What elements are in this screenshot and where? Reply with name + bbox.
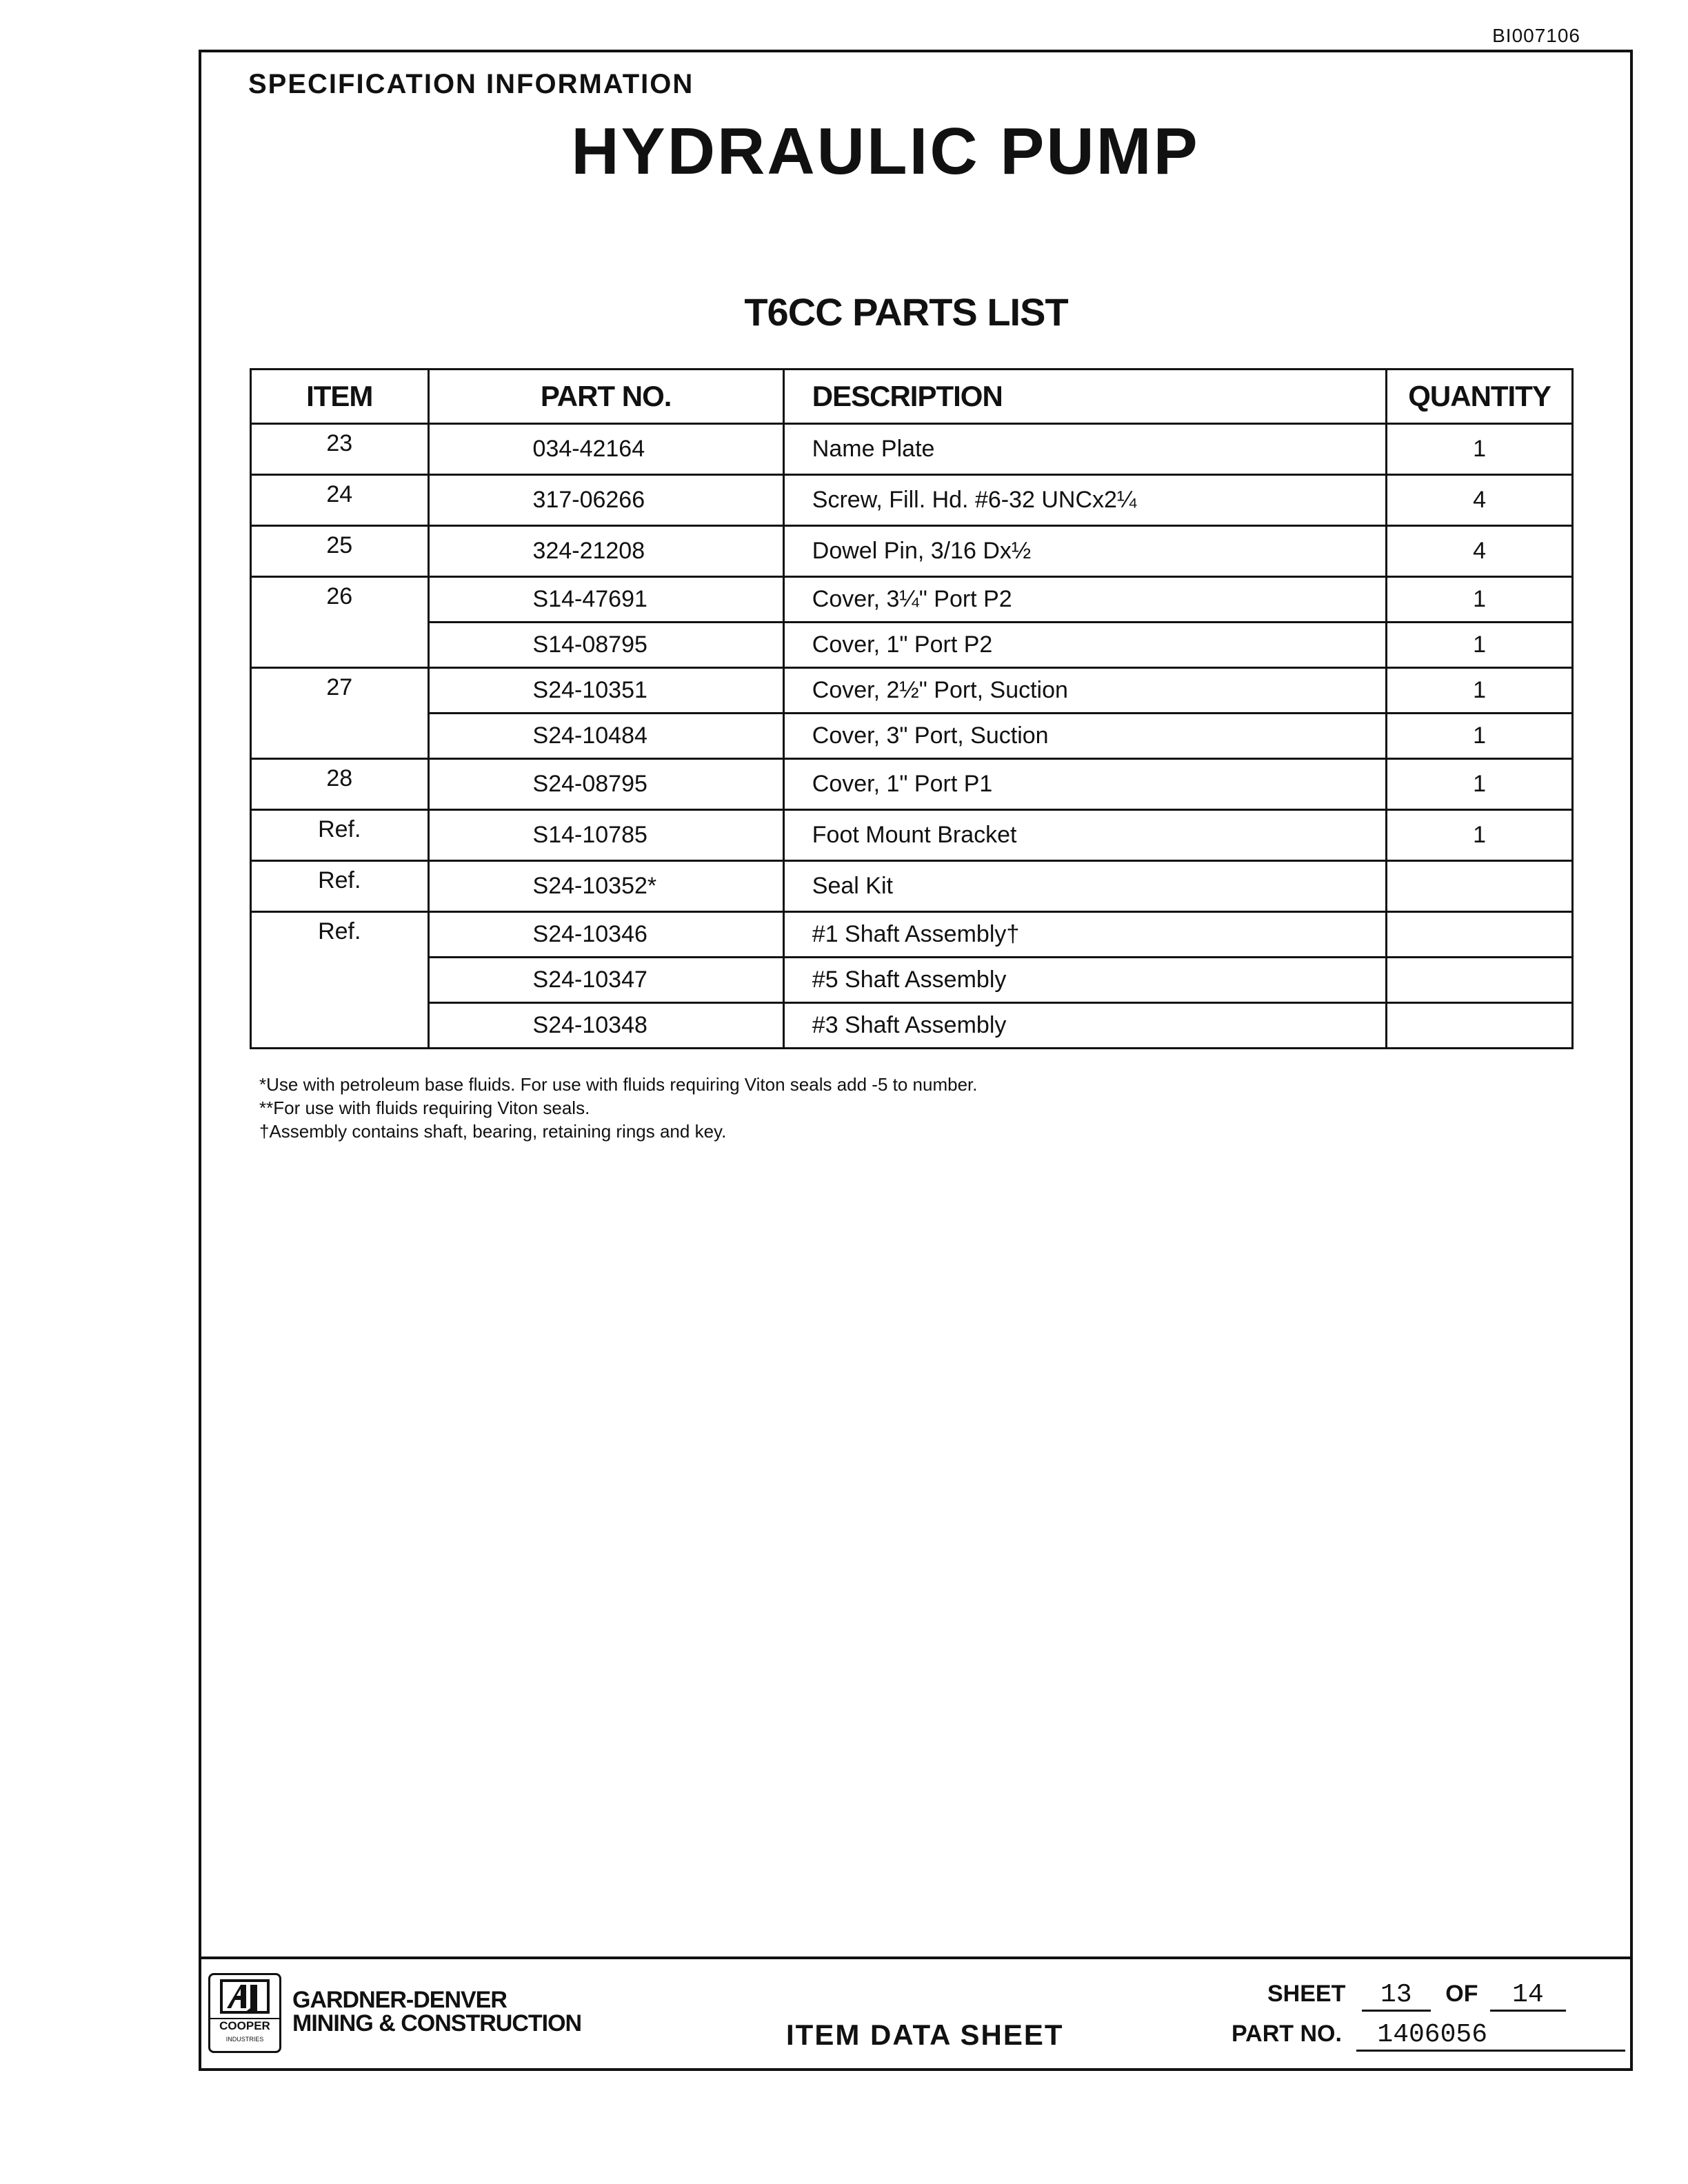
table-row — [251, 958, 1573, 1003]
sheet-type: ITEM DATA SHEET — [786, 2019, 1064, 2051]
cell-description: Seal Kit — [783, 861, 1386, 912]
cell-item: 26 — [251, 577, 429, 668]
cell-quantity: 1 — [1387, 668, 1573, 714]
part-number-value: 1406056 — [1356, 2020, 1625, 2052]
footnote-petroleum: *Use with petroleum base fluids. For use with fluids requiring Viton seals add -5 to number. — [259, 1074, 978, 1095]
cell-description: Cover, 1" Port P1 — [783, 759, 1386, 810]
table-row — [251, 714, 1573, 759]
cell-part-no: 324-21208 — [428, 526, 783, 577]
cell-part-no: 034-42164 — [428, 424, 783, 475]
column-header-part-no: PART NO. — [428, 370, 783, 424]
cell-description: Cover, 3¼" Port P2 — [783, 577, 1386, 623]
section-heading: SPECIFICATION INFORMATION — [248, 69, 694, 99]
cell-description: Dowel Pin, 3/16 Dx½ — [783, 526, 1386, 577]
cell-quantity: 4 — [1387, 475, 1573, 526]
cell-description: Name Plate — [783, 424, 1386, 475]
logo-subtext: INDUSTRIES — [225, 2036, 264, 2043]
page-frame — [199, 50, 1633, 2071]
cell-item: Ref. — [251, 810, 429, 861]
cooper-logo-icon — [220, 1979, 270, 2014]
table-row — [251, 759, 1573, 810]
table-row — [251, 623, 1573, 668]
cell-part-no: S24-08795 — [428, 759, 783, 810]
column-header-item: ITEM — [251, 370, 429, 424]
cell-part-no: S24-10352* — [428, 861, 783, 912]
footnote-assembly: †Assembly contains shaft, bearing, retaining rings and key. — [259, 1121, 727, 1142]
table-row — [251, 668, 1573, 714]
cell-item: Ref. — [251, 861, 429, 912]
table-row — [251, 577, 1573, 623]
cell-part-no: S24-10346 — [428, 912, 783, 958]
company-name — [292, 1988, 581, 2035]
cell-part-no: S24-10347 — [428, 958, 783, 1003]
parts-list-title: T6CC PARTS LIST — [744, 290, 1068, 334]
cell-description: Screw, Fill. Hd. #6-32 UNCx2¼ — [783, 475, 1386, 526]
part-number-label: PART NO. — [1232, 2021, 1342, 2047]
cell-quantity — [1387, 958, 1573, 1003]
table-row — [251, 424, 1573, 475]
table-header-row — [251, 370, 1573, 424]
cell-item: 25 — [251, 526, 429, 577]
cell-quantity: 4 — [1387, 526, 1573, 577]
sheet-label: SHEET — [1267, 1981, 1346, 2007]
cell-quantity — [1387, 861, 1573, 912]
cell-quantity: 1 — [1387, 714, 1573, 759]
cell-quantity: 1 — [1387, 577, 1573, 623]
cell-description: #1 Shaft Assembly† — [783, 912, 1386, 958]
cell-quantity — [1387, 1003, 1573, 1049]
cell-part-no: S24-10351 — [428, 668, 783, 714]
cell-description: Cover, 2½" Port, Suction — [783, 668, 1386, 714]
cell-description: #3 Shaft Assembly — [783, 1003, 1386, 1049]
cell-part-no: S14-47691 — [428, 577, 783, 623]
footnotes — [259, 1073, 978, 1143]
of-label: OF — [1445, 1981, 1478, 2007]
cell-part-no: S14-10785 — [428, 810, 783, 861]
cell-part-no: S14-08795 — [428, 623, 783, 668]
footer-divider — [199, 1957, 1633, 1959]
cell-item: 23 — [251, 424, 429, 475]
part-number-field — [1232, 2020, 1625, 2052]
table-row — [251, 1003, 1573, 1049]
cell-quantity: 1 — [1387, 623, 1573, 668]
sheet-total: 14 — [1490, 1980, 1566, 2012]
company-line-2: MINING & CONSTRUCTION — [292, 2010, 582, 2036]
cell-item: 28 — [251, 759, 429, 810]
table-row — [251, 475, 1573, 526]
document-id: BI007106 — [1492, 25, 1580, 46]
cell-description: #5 Shaft Assembly — [783, 958, 1386, 1003]
table-row — [251, 526, 1573, 577]
cell-part-no: S24-10348 — [428, 1003, 783, 1049]
sheet-counter — [1267, 1980, 1566, 2012]
parts-table — [250, 368, 1574, 1049]
page-title: HYDRAULIC PUMP — [571, 114, 1200, 188]
cell-description: Cover, 1" Port P2 — [783, 623, 1386, 668]
company-logo — [208, 1973, 281, 2053]
company-line-1: GARDNER-DENVER — [292, 1987, 507, 2013]
cell-item: Ref. — [251, 912, 429, 1049]
footnote-viton: **For use with fluids requiring Viton seals. — [259, 1098, 590, 1118]
cell-quantity: 1 — [1387, 810, 1573, 861]
cell-quantity: 1 — [1387, 759, 1573, 810]
column-header-quantity: QUANTITY — [1387, 370, 1573, 424]
table-row — [251, 810, 1573, 861]
cell-part-no: 317-06266 — [428, 475, 783, 526]
cell-item: 27 — [251, 668, 429, 759]
cell-part-no: S24-10484 — [428, 714, 783, 759]
cell-quantity: 1 — [1387, 424, 1573, 475]
cell-description: Foot Mount Bracket — [783, 810, 1386, 861]
table-row — [251, 861, 1573, 912]
cell-item: 24 — [251, 475, 429, 526]
logo-text: COOPER — [210, 2018, 279, 2033]
table-row — [251, 912, 1573, 958]
sheet-number: 13 — [1362, 1980, 1431, 2012]
column-header-description: DESCRIPTION — [783, 370, 1386, 424]
cell-description: Cover, 3" Port, Suction — [783, 714, 1386, 759]
cell-quantity — [1387, 912, 1573, 958]
